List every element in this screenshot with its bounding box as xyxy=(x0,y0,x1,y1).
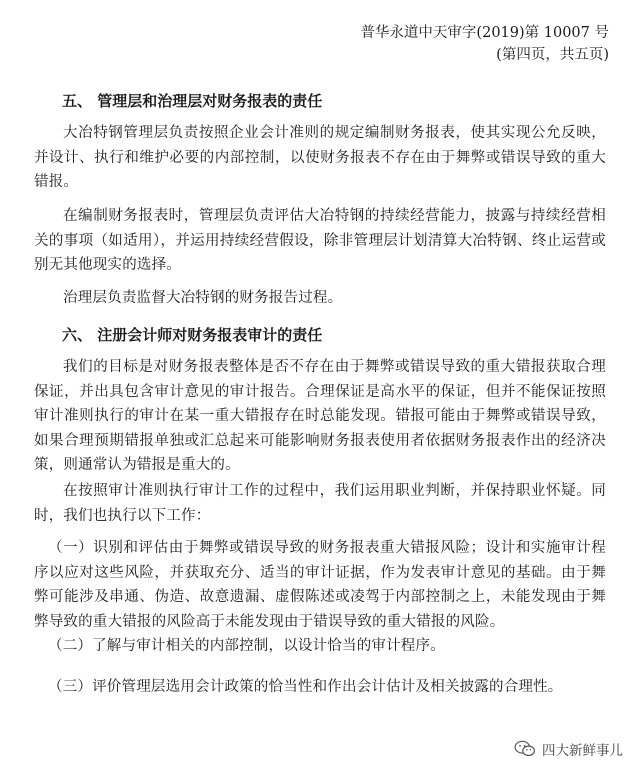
audit-procedure-item-2: （二）了解与审计相关的内部控制，以设计恰当的审计程序。 xyxy=(48,638,445,654)
section-6-heading: 六、 注册会计师对财务报表审计的责任 xyxy=(62,326,323,344)
watermark-text: 四大新鲜事儿 xyxy=(542,743,623,759)
page-number: (第四页，共五页) xyxy=(496,47,609,63)
audit-procedure-item-3: （三）评价管理层选用会计政策的恰当性和作出会计估计及相关披露的合理性。 xyxy=(48,679,563,695)
section-5-paragraph-3: 治理层负责监督大冶特钢的财务报告过程。 xyxy=(63,290,343,306)
section-5-paragraph-1: 大冶特钢管理层负责按照企业会计准则的规定编制财务报表，使其实现公允反映，并设计、执行和维护必要的内部控制，以使财务报表不存在由于舞弊或错误导致的重大错报。 xyxy=(34,125,606,190)
report-reference xyxy=(360,22,609,66)
section-6-paragraph-2: 在按照审计准则执行审计工作的过程中，我们运用职业判断，并保持职业怀疑。同时，我们也执行以下工作： xyxy=(34,483,606,524)
section-6-paragraph-1: 我们的目标是对财务报表整体是否不存在由于舞弊或错误导致的重大错报获取合理保证，并出具包含审计意见的审计报告。合理保证是高水平的保证，但并不能保证按照审计准则执行的审计在某一重大错报存在时总能发现。错报可能由于舞弊或错误导致，如果合理预期错报单独或汇总起来可能影响财务报表使用者依据财务报表作出的经济决策，则通常认为错报是重大的。 xyxy=(34,359,606,473)
watermark xyxy=(514,739,623,759)
audit-procedure-item-1: （一）识别和评估由于舞弊或错误导致的财务报表重大错报风险；设计和实施审计程序以应对这些风险，并获取充分、适当的审计证据，作为发表审计意见的基础。由于舞弊可能涉及串通、伪造、故意遗漏、虚假陈述或凌驾于内部控制之上，未能发现由于舞弊导致的重大错报的风险高于未能发现由于错误导致的重大错报的风险。 xyxy=(34,540,606,630)
wechat-icon xyxy=(514,740,536,758)
section-5-paragraph-2: 在编制财务报表时，管理层负责评估大冶特钢的持续经营能力，披露与持续经营相关的事项（如适用），并运用持续经营假设，除非管理层计划清算大冶特钢、终止运营或别无其他现实的选择。 xyxy=(34,208,606,273)
report-number: 普华永道中天审字(2019)第 10007 号 xyxy=(360,25,609,41)
section-5-heading: 五、 管理层和治理层对财务报表的责任 xyxy=(62,92,323,110)
